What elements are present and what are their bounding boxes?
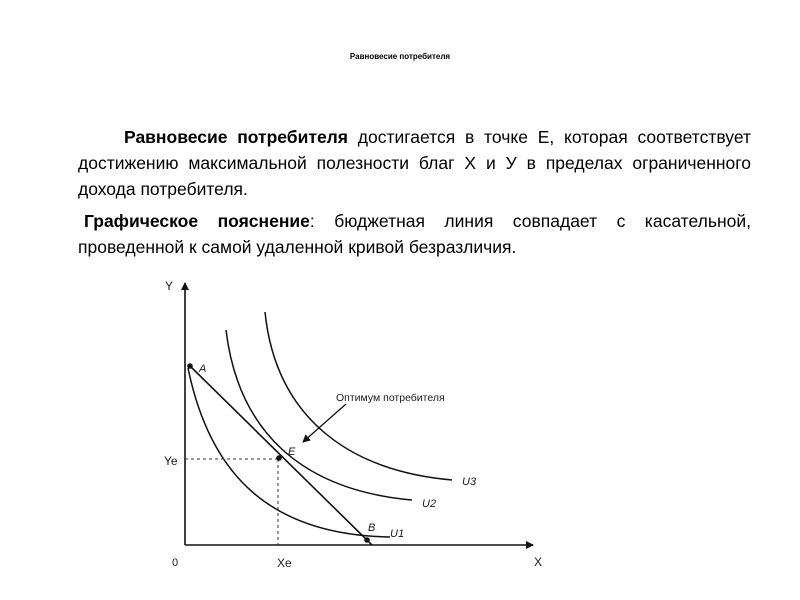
point-a-marker xyxy=(187,363,193,369)
curve-u1-label: U1 xyxy=(390,528,405,540)
paragraph-graphic-explanation-text: : бюджетная линия совпадает с касательной, проведенной к самой удаленной кривой безразличия. xyxy=(78,211,751,257)
indifference-curve-u2 xyxy=(226,330,412,500)
xe-label: Xe xyxy=(277,556,292,570)
x-axis-label: X xyxy=(534,555,543,569)
y-axis-label: Y xyxy=(165,279,174,293)
curve-u2-label: U2 xyxy=(422,498,437,510)
paragraph-graphic-explanation-term: Графическое пояснение xyxy=(84,211,310,231)
point-b-label: B xyxy=(368,522,376,534)
paragraph-equilibrium-term: Равновесие потребителя xyxy=(124,127,349,147)
ye-label: Ye xyxy=(164,454,178,468)
annotation-arrow xyxy=(303,404,346,442)
point-b-marker xyxy=(364,537,370,543)
point-e-marker xyxy=(276,455,282,461)
optimum-annotation: Оптимум потребителя xyxy=(336,392,445,404)
curve-u3-label: U3 xyxy=(462,476,477,488)
origin-label: 0 xyxy=(172,557,179,569)
point-a-label: A xyxy=(199,363,207,375)
point-e-label: E xyxy=(288,446,296,458)
paragraph-equilibrium-text: достигается в точке Е, которая соответствует достижению максимальной полезности благ Х и У в пределах ограниченного дохода потребителя. xyxy=(78,127,751,199)
slide-title: Равновесие потребителя xyxy=(349,52,451,61)
